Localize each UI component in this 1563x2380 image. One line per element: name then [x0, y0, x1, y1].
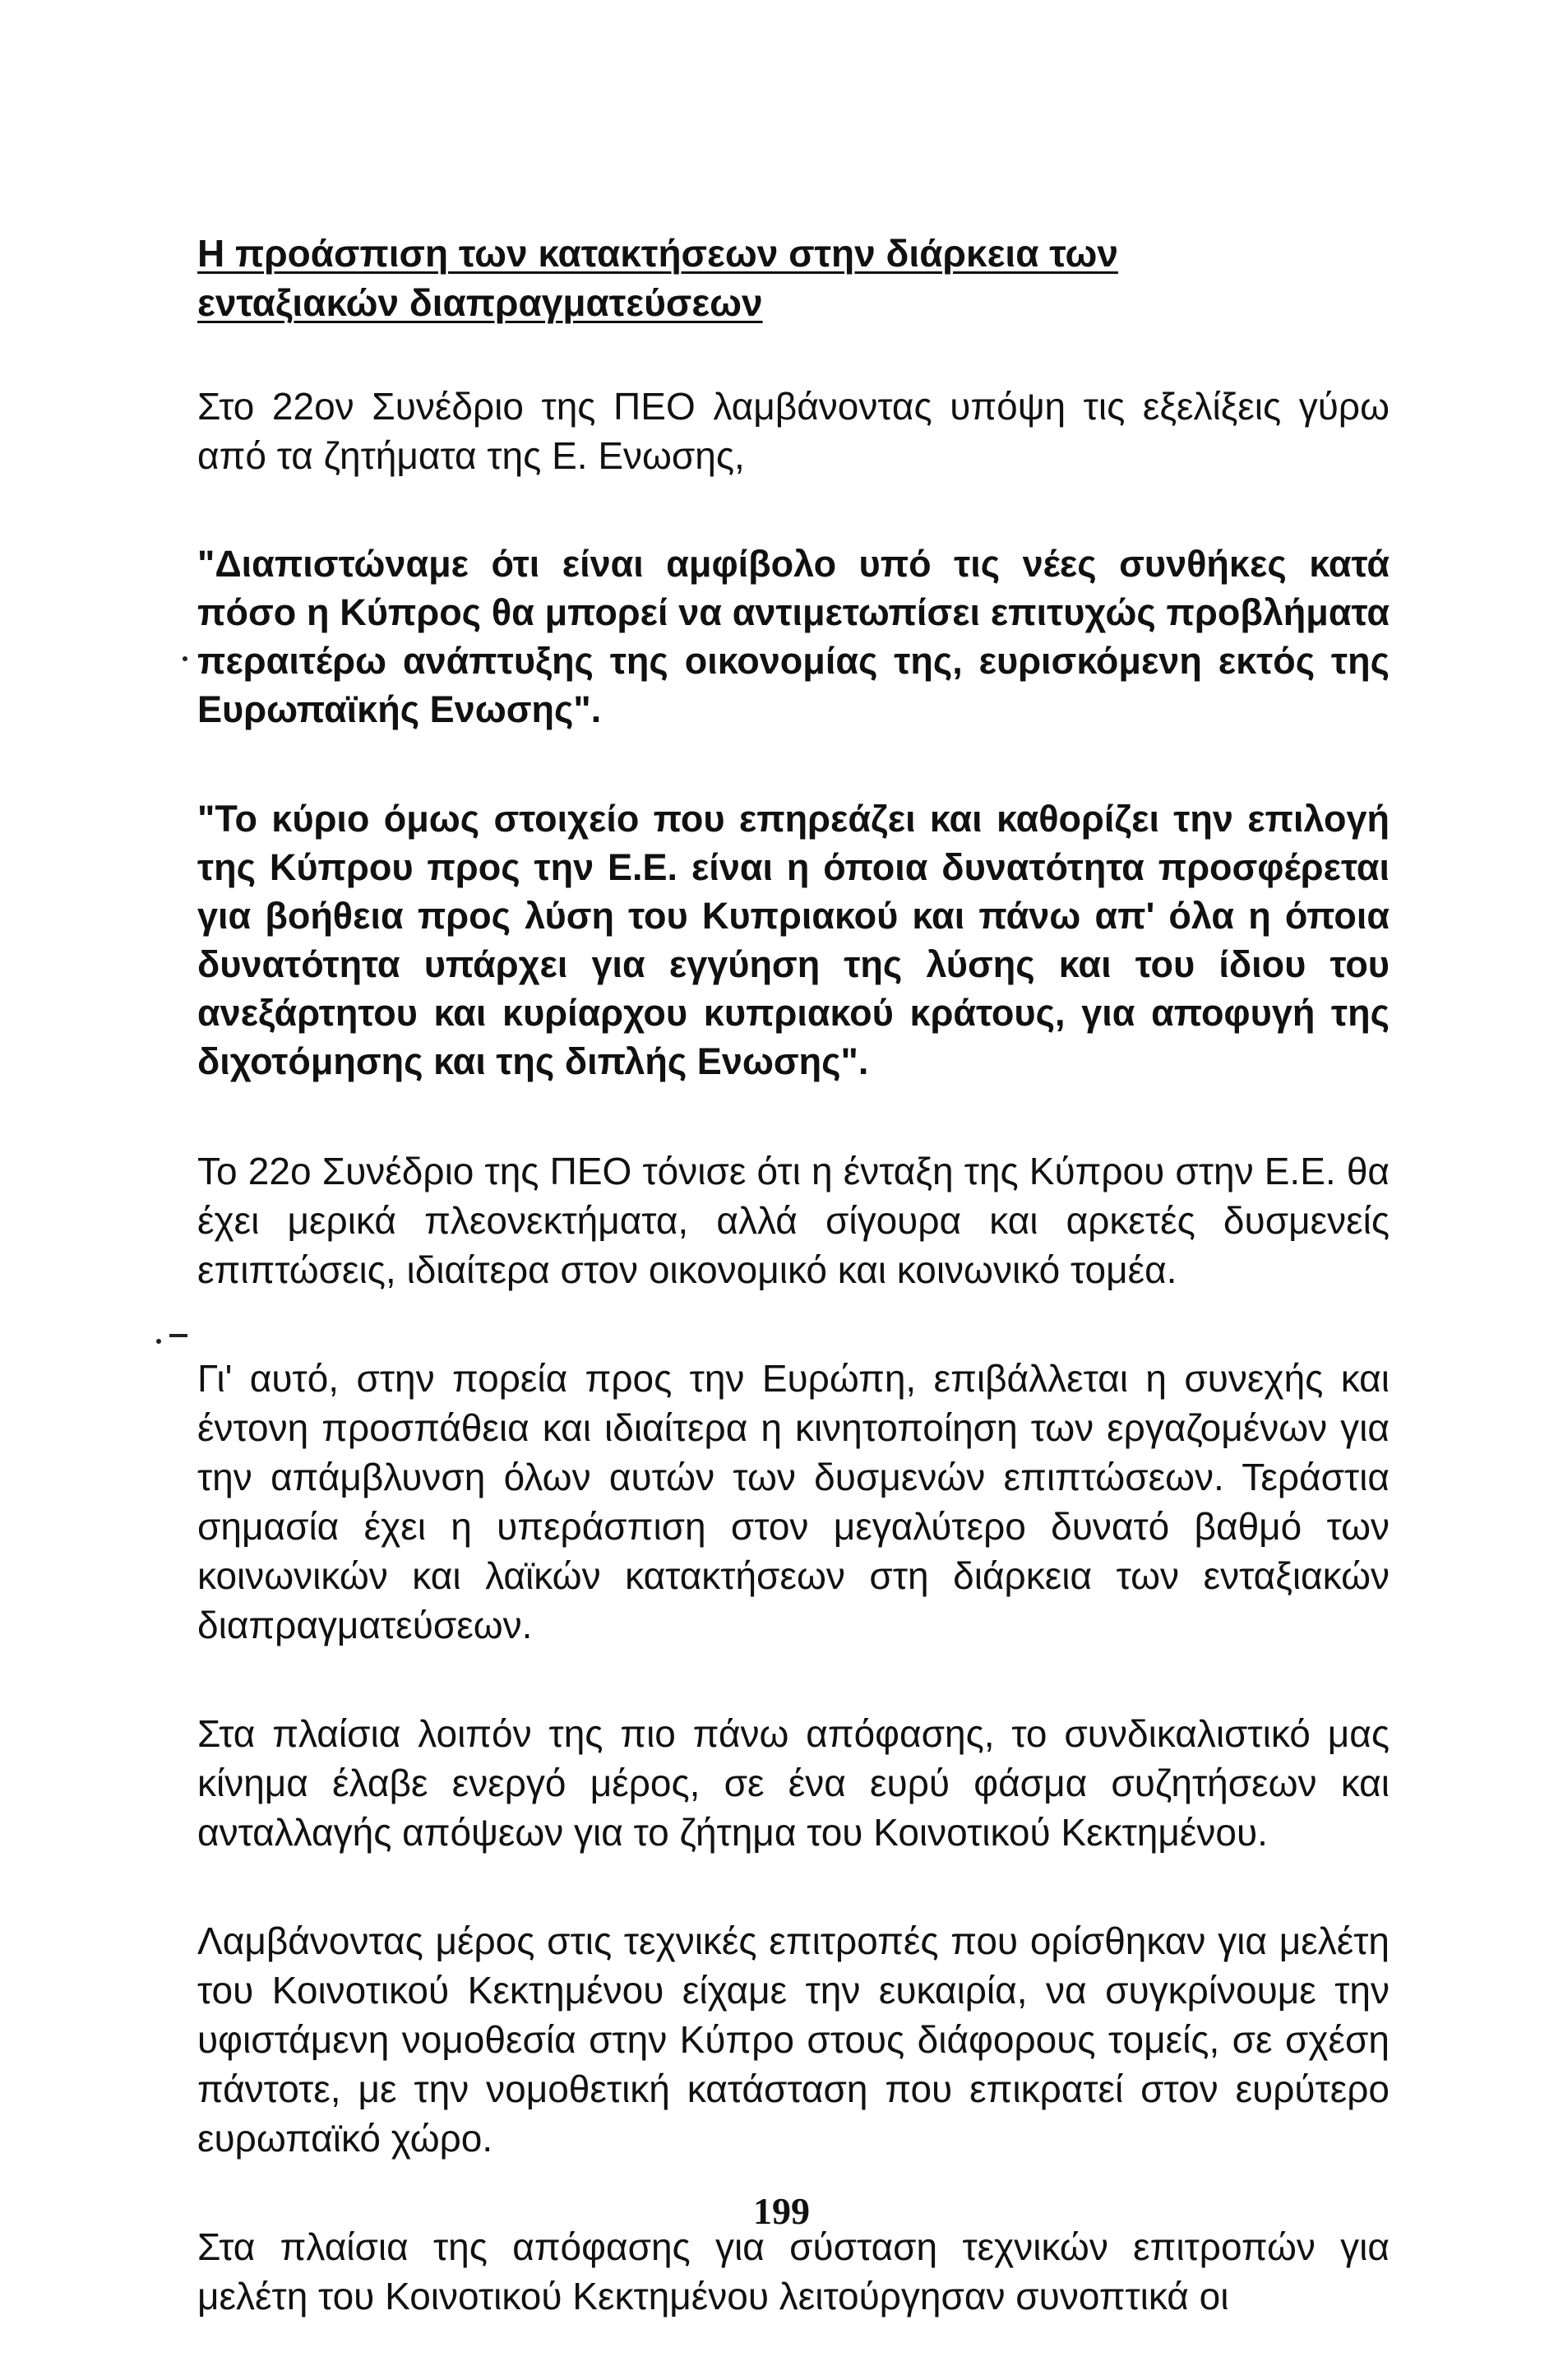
- paragraph-technical-committees: Λαμβάνοντας μέρος στις τεχνικές επιτροπές που ορίσθηκαν για μελέτη του Κοινοτικού Κεκτημένου είχαμε την ευκαιρία, να συγκρίνουμε την υφιστάμενη νομοθεσία στην Κύπρο στους διάφορους τομείς, σε σχέση πάντοτε, με την νομοθετική κατάσταση που επικρατεί στον ευρύτερο ευρωπαϊκό χώρο.: [197, 1919, 1390, 2160]
- margin-mark: [169, 1334, 187, 1337]
- margin-mark: [156, 1339, 161, 1344]
- section-title: Η προάσπιση των κατακτήσεων στην διάρκεια των ενταξιακών διαπραγματεύσεων: [197, 232, 1118, 324]
- paragraph-committee-decision: Στα πλαίσια της απόφασης για σύσταση τεχνικών επιτροπών για μελέτη του Κοινοτικού Κεκτημένου λειτούργησαν συνοπτικά οι: [197, 2225, 1390, 2317]
- paragraph-congress: Το 22ο Συνέδριο της ΠΕΟ τόνισε ότι η ένταξη της Κύπρου στην Ε.Ε. θα έχει μερικά πλεονεκτήματα, αλλά σίγουρα και αρκετές δυσμενείς επιπτώσεις, ιδιαίτερα στον οικονομικό και κοινωνικό τομέα.: [197, 1150, 1390, 1291]
- page-number: 199: [753, 2190, 810, 2232]
- margin-mark: [183, 656, 187, 661]
- text-column: [197, 229, 1390, 2380]
- quote-paragraph-2: "Το κύριο όμως στοιχείο που επηρεάζει και καθορίζει την επιλογή της Κύπρου προς την Ε.Ε. είναι η όποια δυνατότητα προσφέρεται για βοήθεια προς λύση του Κυπριακού και πάνω απ' όλα η όποια δυνατότητα υπάρχει για εγγύηση της λύσης και του ίδιου του ανεξάρτητου και κυρίαρχου κυπριακού κράτους, για αποφυγή της διχοτόμησης και της διπλής Ενωσης".: [197, 798, 1390, 1082]
- paragraph-intro: Στο 22ον Συνέδριο της ΠΕΟ λαμβάνοντας υπόψη τις εξελίξεις γύρω από τα ζητήματα της Ε. Ενωσης,: [197, 385, 1390, 477]
- paragraph-union-movement: Στα πλαίσια λοιπόν της πιο πάνω απόφασης, το συνδικαλιστικό μας κίνημα έλαβε ενεργό μέρος, σε ένα ευρύ φάσμα συζητήσεων και ανταλλαγής απόψεων για το ζήτημα του Κοινοτικού Κεκτημένου.: [197, 1712, 1390, 1854]
- paragraph-europe-path: Γι' αυτό, στην πορεία προς την Ευρώπη, επιβάλλεται η συνεχής και έντονη προσπάθεια και ιδιαίτερα η κινητοποίηση των εργαζομένων για την απάμβλυνση όλων αυτών των δυσμενών επιπτώσεων. Τεράστια σημασία έχει η υπεράσπιση στον μεγαλύτερο δυνατό βαθμό των κοινωνικών και λαϊκών κατακτήσεων στη διάρκεια των ενταξιακών διαπραγματεύσεων.: [197, 1357, 1390, 1646]
- quote-paragraph-1: "Διαπιστώναμε ότι είναι αμφίβολο υπό τις νέες συνθήκες κατά πόσο η Κύπρος θα μπορεί να αντιμετωπίσει επιτυχώς προβλήματα περαιτέρω ανάπτυξης της οικονομίας της, ευρισκόμενη εκτός της Ευρωπαϊκής Ενωσης".: [197, 543, 1390, 730]
